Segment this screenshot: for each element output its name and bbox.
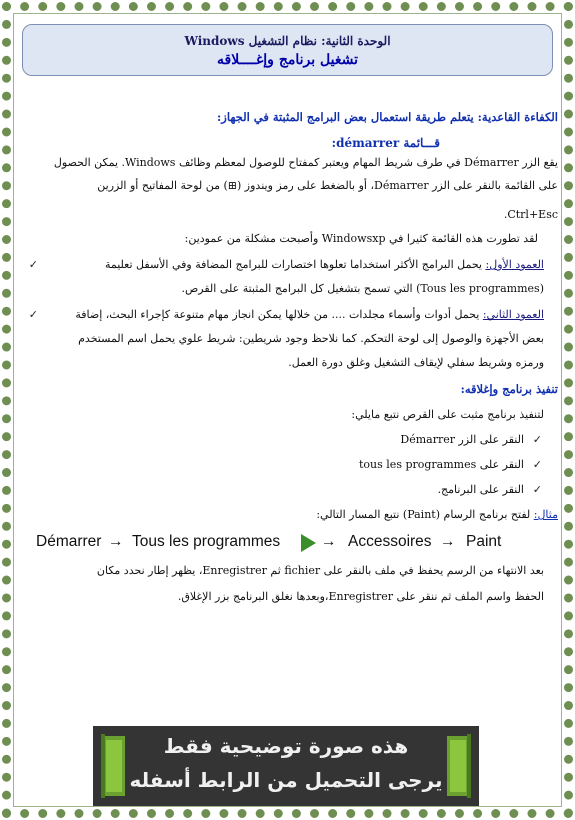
flow-step: Paint bbox=[466, 533, 502, 550]
flow-step: Accessoires bbox=[348, 533, 432, 550]
check-icon: ✓ bbox=[28, 258, 38, 271]
section2-title: تنفيذ برنامج وإغلاقه: bbox=[460, 382, 558, 396]
flow-step: Tous les programmes bbox=[132, 533, 281, 550]
check-icon: ✓ bbox=[532, 483, 542, 496]
step-item: النقر على الزر Démarrer bbox=[400, 433, 524, 446]
watermark-banner bbox=[93, 726, 479, 806]
arrow-icon: → bbox=[321, 533, 337, 550]
step-item: النقر على البرنامج. bbox=[437, 483, 524, 496]
check-icon: ✓ bbox=[28, 308, 38, 321]
col2-line bbox=[75, 308, 544, 321]
paragraph-line: على القائمة بالنقر على الزر Démarrer، أو بالضغط على رمز ويندوز (⊞) من لوحة المفاتيح أو الزرين bbox=[97, 179, 558, 192]
example-label: مثال: bbox=[533, 508, 558, 521]
arrow-icon: → bbox=[108, 533, 124, 550]
col1-line-2: (Tous les programmes) التي تسمح بتشغيل كل البرامج المثبتة على القرص. bbox=[181, 282, 544, 295]
after-line: بعد الانتهاء من الرسم يحفظ في ملف بالنقر على fichier ثم Enregistrer، يظهر إطار نحدد مكان bbox=[96, 564, 544, 577]
header-box bbox=[22, 24, 553, 76]
lesson-title: تشغيل برنامج وإغــــلاقه bbox=[217, 52, 358, 68]
col2-line-3: ورمزه وشريط سفلي لإيقاف التشغيل وغلق دورة العمل. bbox=[288, 356, 544, 369]
col1-text: يحمل البرامج الأكثر استخداما تعلوها اختصارات للبرامج المضافة وفي الأسفل تعليمة bbox=[104, 258, 482, 271]
flow-step: Démarrer bbox=[36, 533, 102, 550]
example-line bbox=[316, 508, 558, 521]
step-item: النقر على tous les programmes bbox=[359, 458, 524, 471]
section1-title: قـــائمة démarrer: bbox=[331, 136, 440, 150]
play-icon bbox=[301, 534, 316, 552]
arrow-icon: → bbox=[440, 533, 456, 550]
paragraph-line: يقع الزر Démarrer في طرف شريط المهام ويعتبر كمفتاح للوصول لمعظم وظائف Windows. يمكن الحصول bbox=[53, 156, 558, 169]
competency-line: الكفاءة القاعدية: يتعلم طريقة استعمال بعض البرامج المثبتة في الجهاز: bbox=[217, 110, 558, 124]
check-icon: ✓ bbox=[532, 458, 542, 471]
col2-text: يحمل أدوات وأسماء مجلدات .... من خلالها يمكن انجاز مهام متنوعة كإجراء البحث، إضافة bbox=[75, 308, 480, 321]
path-flow bbox=[28, 530, 548, 556]
col1-line bbox=[105, 258, 544, 271]
section2-intro: لتنفيذ برنامج مثبت على القرص نتبع مايلي: bbox=[351, 408, 544, 421]
col1-label: العمود الأول: bbox=[485, 258, 544, 271]
col2-line-2: بعض الأجهزة والوصول إلى لوحة التحكم. كما نلاحظ وجود شريطين: شريط علوي يحمل اسم المستخدم bbox=[78, 332, 544, 345]
banner-line1: هذه صورة توضيحية فقط bbox=[163, 734, 409, 758]
after-line-2: الحفظ واسم الملف ثم ننقر على Enregistrer،وبعدها نغلق البرنامج بزر الإغلاق. bbox=[177, 590, 544, 603]
check-icon: ✓ bbox=[532, 433, 542, 446]
evolution-line: لقد تطورت هذه القائمة كثيرا في Windowsxp وأصبحت مشكلة من عمودين: bbox=[184, 232, 538, 245]
unit-line: الوحدة الثانية: نظام التشغيل Windows bbox=[184, 34, 391, 48]
example-text: لفتح برنامج الرسام (Paint) نتبع المسار التالي: bbox=[316, 508, 531, 521]
paragraph-line: Ctrl+Esc. bbox=[503, 208, 558, 221]
col2-label: العمود الثاني: bbox=[482, 308, 544, 321]
banner-line2: يرجى التحميل من الرابط أسفله bbox=[129, 768, 443, 792]
